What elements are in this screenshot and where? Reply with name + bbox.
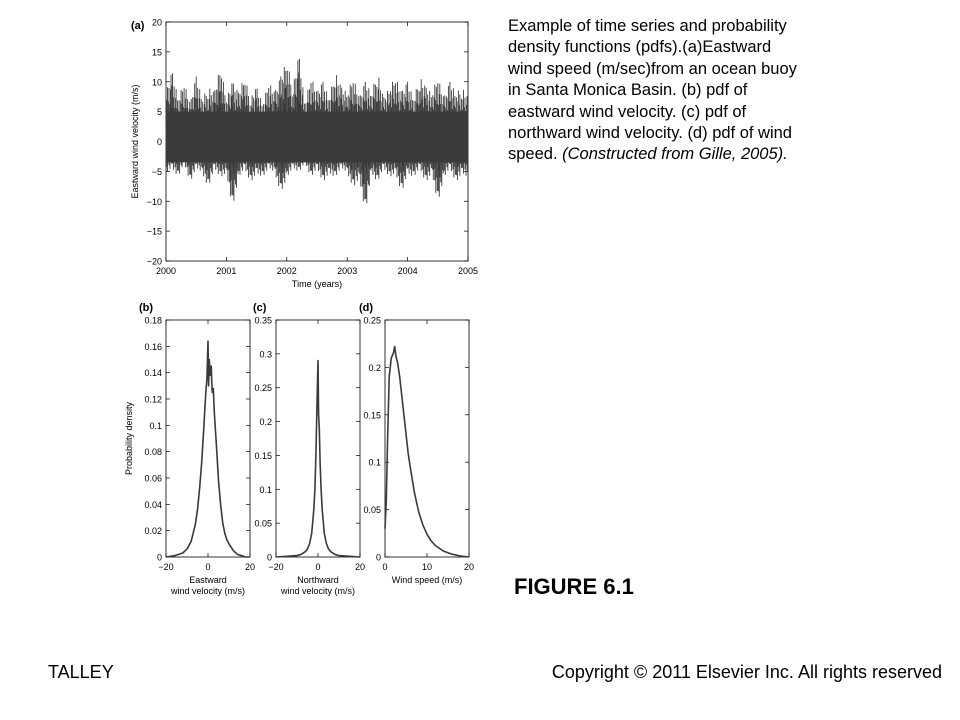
panel-b-ytick-label: 0.1 — [149, 420, 162, 431]
panel-c-xtick-label: −20 — [268, 562, 284, 572]
panel-a-xtick-label: 2001 — [216, 266, 237, 276]
panel-d-xtick-label: 20 — [463, 562, 475, 572]
panel-b-xtick-label: 0 — [205, 562, 211, 572]
figure-caption — [508, 16, 808, 166]
panel-d-label: (d) — [359, 302, 374, 314]
panel-c-ytick-label: 0.1 — [259, 484, 272, 495]
panel-a-xtick-label: 2005 — [457, 266, 479, 276]
figure-title: FIGURE 6.1 — [514, 574, 634, 599]
panel-a-ytick-label: 20 — [151, 17, 162, 28]
panel-d-xtick-label: 0 — [382, 562, 388, 572]
panel-a-ytick-label: −10 — [146, 196, 162, 207]
panel-b-ytick-label: 0.14 — [144, 368, 162, 379]
panel-b-ytick-label: 0.06 — [144, 473, 162, 484]
panel-c-xtick-label: 20 — [354, 562, 366, 572]
panel-c-ytick-label: 0.05 — [254, 518, 272, 529]
panel-c-ytick-label: 0.2 — [259, 417, 272, 428]
panel-a-label: (a) — [131, 20, 145, 32]
panel-d-ytick-label: 0.05 — [363, 505, 381, 516]
footer-author: TALLEY — [48, 662, 114, 682]
panel-b-xlabel: wind velocity (m/s) — [170, 586, 246, 596]
panel-b-ytick-label: 0.02 — [144, 526, 162, 537]
panel-a-ytick-label: −5 — [151, 166, 162, 177]
panel-c-ytick-label: 0.35 — [254, 315, 272, 326]
panel-a-ytick-label: 5 — [156, 107, 162, 118]
panel-c-xlabel: wind velocity (m/s) — [280, 586, 356, 596]
panel-b-ytick-label: 0.08 — [144, 447, 162, 458]
panel-b-xlabel: Eastward — [189, 575, 227, 585]
panel-c-ytick-label: 0.15 — [254, 450, 272, 461]
panel-b-series-line — [166, 341, 250, 557]
panel-d-series-line — [385, 347, 469, 558]
panel-b-ytick-label: 0.04 — [144, 499, 162, 510]
caption-text: Example of time series and probability density functions (pdfs).(a)Eastward wind speed (m/sec)from an ocean buoy in Santa Monica Basin. (b) pdf of eastward wind velocity. (c) pdf of northward wind velocity. (d) pdf of wind speed. — [508, 17, 797, 164]
panel-d-frame — [385, 320, 469, 557]
panel-b-label: (b) — [139, 302, 154, 314]
panel-c-xlabel: Northward — [297, 575, 339, 585]
footer-copyright: Copyright © 2011 Elsevier Inc. All rights reserved — [551, 662, 942, 682]
panel-c-ytick-label: 0 — [266, 552, 272, 563]
panel-c-ytick-label: 0.25 — [254, 383, 272, 394]
panel-a-ylabel: Eastward wind velocity (m/s) — [130, 84, 140, 199]
panel-c-ytick-label: 0.3 — [259, 349, 272, 360]
panel-b-xtick-label: 20 — [244, 562, 256, 572]
panel-d-ytick-label: 0.1 — [368, 457, 381, 468]
panel-a-xlabel: Time (years) — [291, 279, 343, 289]
panel-a-xtick-label: 2000 — [155, 266, 177, 276]
panel-c-series-line — [276, 361, 360, 557]
panel-b-ylabel: Probability density — [124, 401, 134, 476]
panel-d-xlabel: Wind speed (m/s) — [391, 575, 463, 585]
panel-d-xtick-label: 10 — [421, 562, 433, 572]
panel-d-ytick-label: 0 — [375, 552, 381, 563]
panel-b-xtick-label: −20 — [158, 562, 174, 572]
panel-c-xtick-label: 0 — [315, 562, 321, 572]
panel-a-xtick-label: 2004 — [397, 266, 418, 276]
panel-d-ytick-label: 0.25 — [363, 315, 381, 326]
panel-d-ytick-label: 0.15 — [363, 410, 381, 421]
panel-a-xtick-label: 2002 — [276, 266, 297, 276]
panel-a-ytick-label: −15 — [146, 226, 162, 237]
panel-a-ytick-label: 10 — [151, 77, 162, 88]
panel-a-xtick-label: 2003 — [337, 266, 358, 276]
panel-b-ytick-label: 0.12 — [144, 394, 162, 405]
panel-b-ytick-label: 0 — [156, 552, 162, 563]
panel-a-ytick-label: 15 — [151, 47, 162, 58]
panel-a-series-core — [166, 112, 468, 163]
panel-c-frame — [276, 320, 360, 557]
panel-c-label: (c) — [253, 302, 267, 314]
panel-a-ytick-label: 0 — [156, 137, 162, 147]
caption-citation: (Constructed from Gille, 2005). — [562, 145, 788, 164]
panel-a-ytick-label: −20 — [146, 256, 162, 267]
panel-d-ytick-label: 0.2 — [368, 362, 381, 373]
panel-b-ytick-label: 0.16 — [144, 341, 162, 352]
panel-b-ytick-label: 0.18 — [144, 315, 162, 326]
